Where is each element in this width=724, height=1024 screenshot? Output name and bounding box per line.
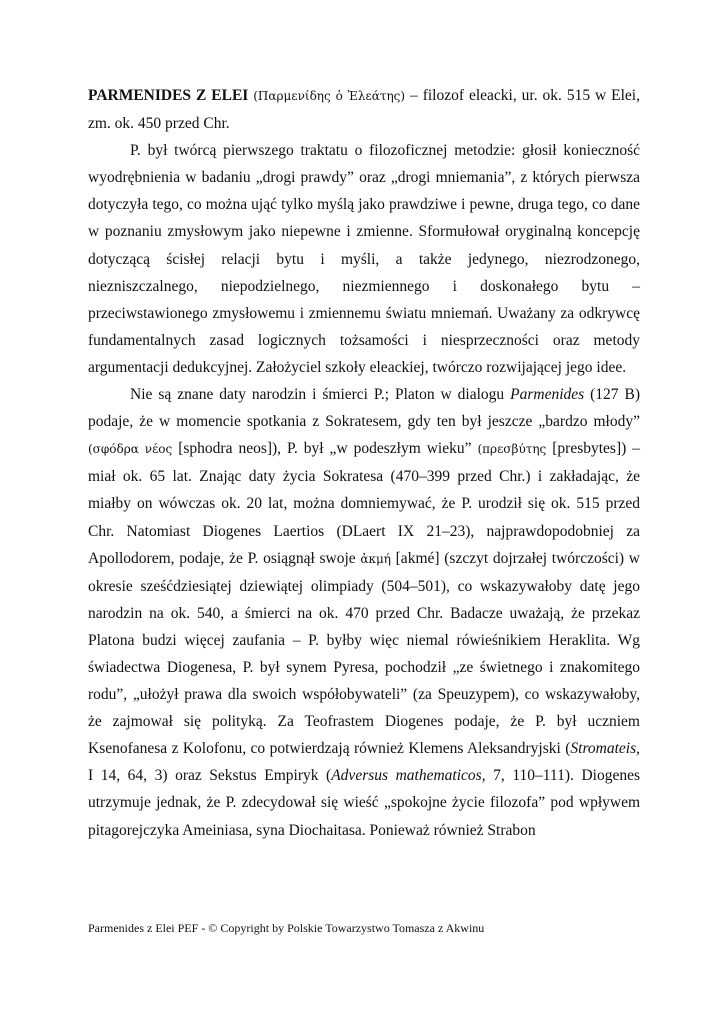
entry-title: PARMENIDES Z ELEI xyxy=(88,87,249,104)
page-footer: Parmenides z Elei PEF - © Copyright by Polskie Towarzystwo Tomasza z Akwinu xyxy=(88,921,485,935)
greek-sphodra-neos: (σφόδρα νέος xyxy=(88,442,173,457)
entry-title-greek: (Παρμενίδης ὁ Ἐλεάτης) xyxy=(253,89,406,103)
work-title-stromateis: Stromateis xyxy=(570,740,637,758)
work-title-adversus-mathematicos: Adversus mathematicos xyxy=(331,767,482,785)
bio-text-5: [akmé] (szczyt dojrzałej twórczości) w okresie sześćdziesiątej dziewiątej olimpiady (504–501), co wskazywałoby datę jego narodzin na ok. 540, a śmierci na ok. 470 przed Chr. Badacze uważają, że przekaz Platona budzi więcej zaufania – P. byłby więc niemal rówieśnikiem Heraklita. Wg świadectwa Diogenesa, P. był synem Pyresa, pochodził „ze świetnego i znakomitego rodu”, „ułożył prawa dla swoich współobywateli” (za Speuzypem), co wskazywałoby, że zajmował się polityką. Za Teofrastem Diogenes podaje, że P. był uczniem Ksenofanesa z Kolofonu, co potwierdzają również Klemens Aleksandryjski ( xyxy=(88,549,640,758)
bio-text-1: Nie są znane daty narodzin i śmierci P.; Platon w dialogu xyxy=(130,386,511,404)
paragraph-overview: P. był twórcą pierwszego traktatu o filozoficznej metodzie: głosił konieczność wyodrębnienia w badaniu „drogi prawdy” oraz „drogi mniemania”, z których pierwsza dotyczyła tego, co można ująć tylko myślą jako prawdziwe i pewne, druga tego, co dane w poznaniu zmysłowym jako niepewne i zmienne. Sformułował oryginalną koncepcję dotyczącą ścisłej relacji bytu i myśli, a także jedynego, niezrodzonego, niezniszczalnego, niepodzielnego, niezmiennego i doskonałego bytu – przeciwstawionego zmysłowemu i zmiennemu światu mniemań. Uważany za odkrywcę fundamentalnych zasad logicznych tożsamości i niesprzeczności oraz metody argumentacji dedukcyjnej. Założyciel szkoły eleackiej, twórczo rozwijającej jego idee. xyxy=(88,142,640,376)
work-title-parmenides: Parmenides xyxy=(510,386,585,404)
paragraph-biography xyxy=(88,381,640,844)
bio-text-3: [sphodra neos]), P. był „w podeszłym wieku” xyxy=(172,440,478,458)
bio-text-7: , 7, 110–111). Diogenes utrzymuje jednak, że P. zdecydował się wieść „spokojne życie filozofa” pod wpływem pitagorejczyka Ameiniasa, syna Diochaitasa. Ponieważ również Strabon xyxy=(88,767,640,839)
greek-presbytes: (πρεσβύτης xyxy=(477,442,547,457)
entry-heading-paragraph xyxy=(88,82,640,137)
greek-akme: ἀκμή xyxy=(360,551,391,566)
bio-text-2: (127 B) podaje, że w momencie spotkania z Sokratesem, gdy ten był jeszcze „bardzo młody” xyxy=(88,386,641,431)
entry-lifespan: – filozof eleacki, ur. ok. 515 w Elei, zm. ok. 450 przed Chr. xyxy=(88,87,640,133)
document-body xyxy=(88,82,640,844)
bio-text-6: , I 14, 64, 3) oraz Sekstus Empiryk ( xyxy=(88,740,640,785)
bio-text-4: [presbytes]) – miał ok. 65 lat. Znając daty życia Sokratesa (470–399 przed Chr.) i zakładając, że miałby on wówczas ok. 20 lat, można domniemywać, że P. urodził się ok. 515 przed Chr. Natomiast Diogenes Laertios (DLaert IX 21–23), najprawdopodobniej za Apollodorem, podaje, że P. osiągnął swoje xyxy=(88,440,641,567)
